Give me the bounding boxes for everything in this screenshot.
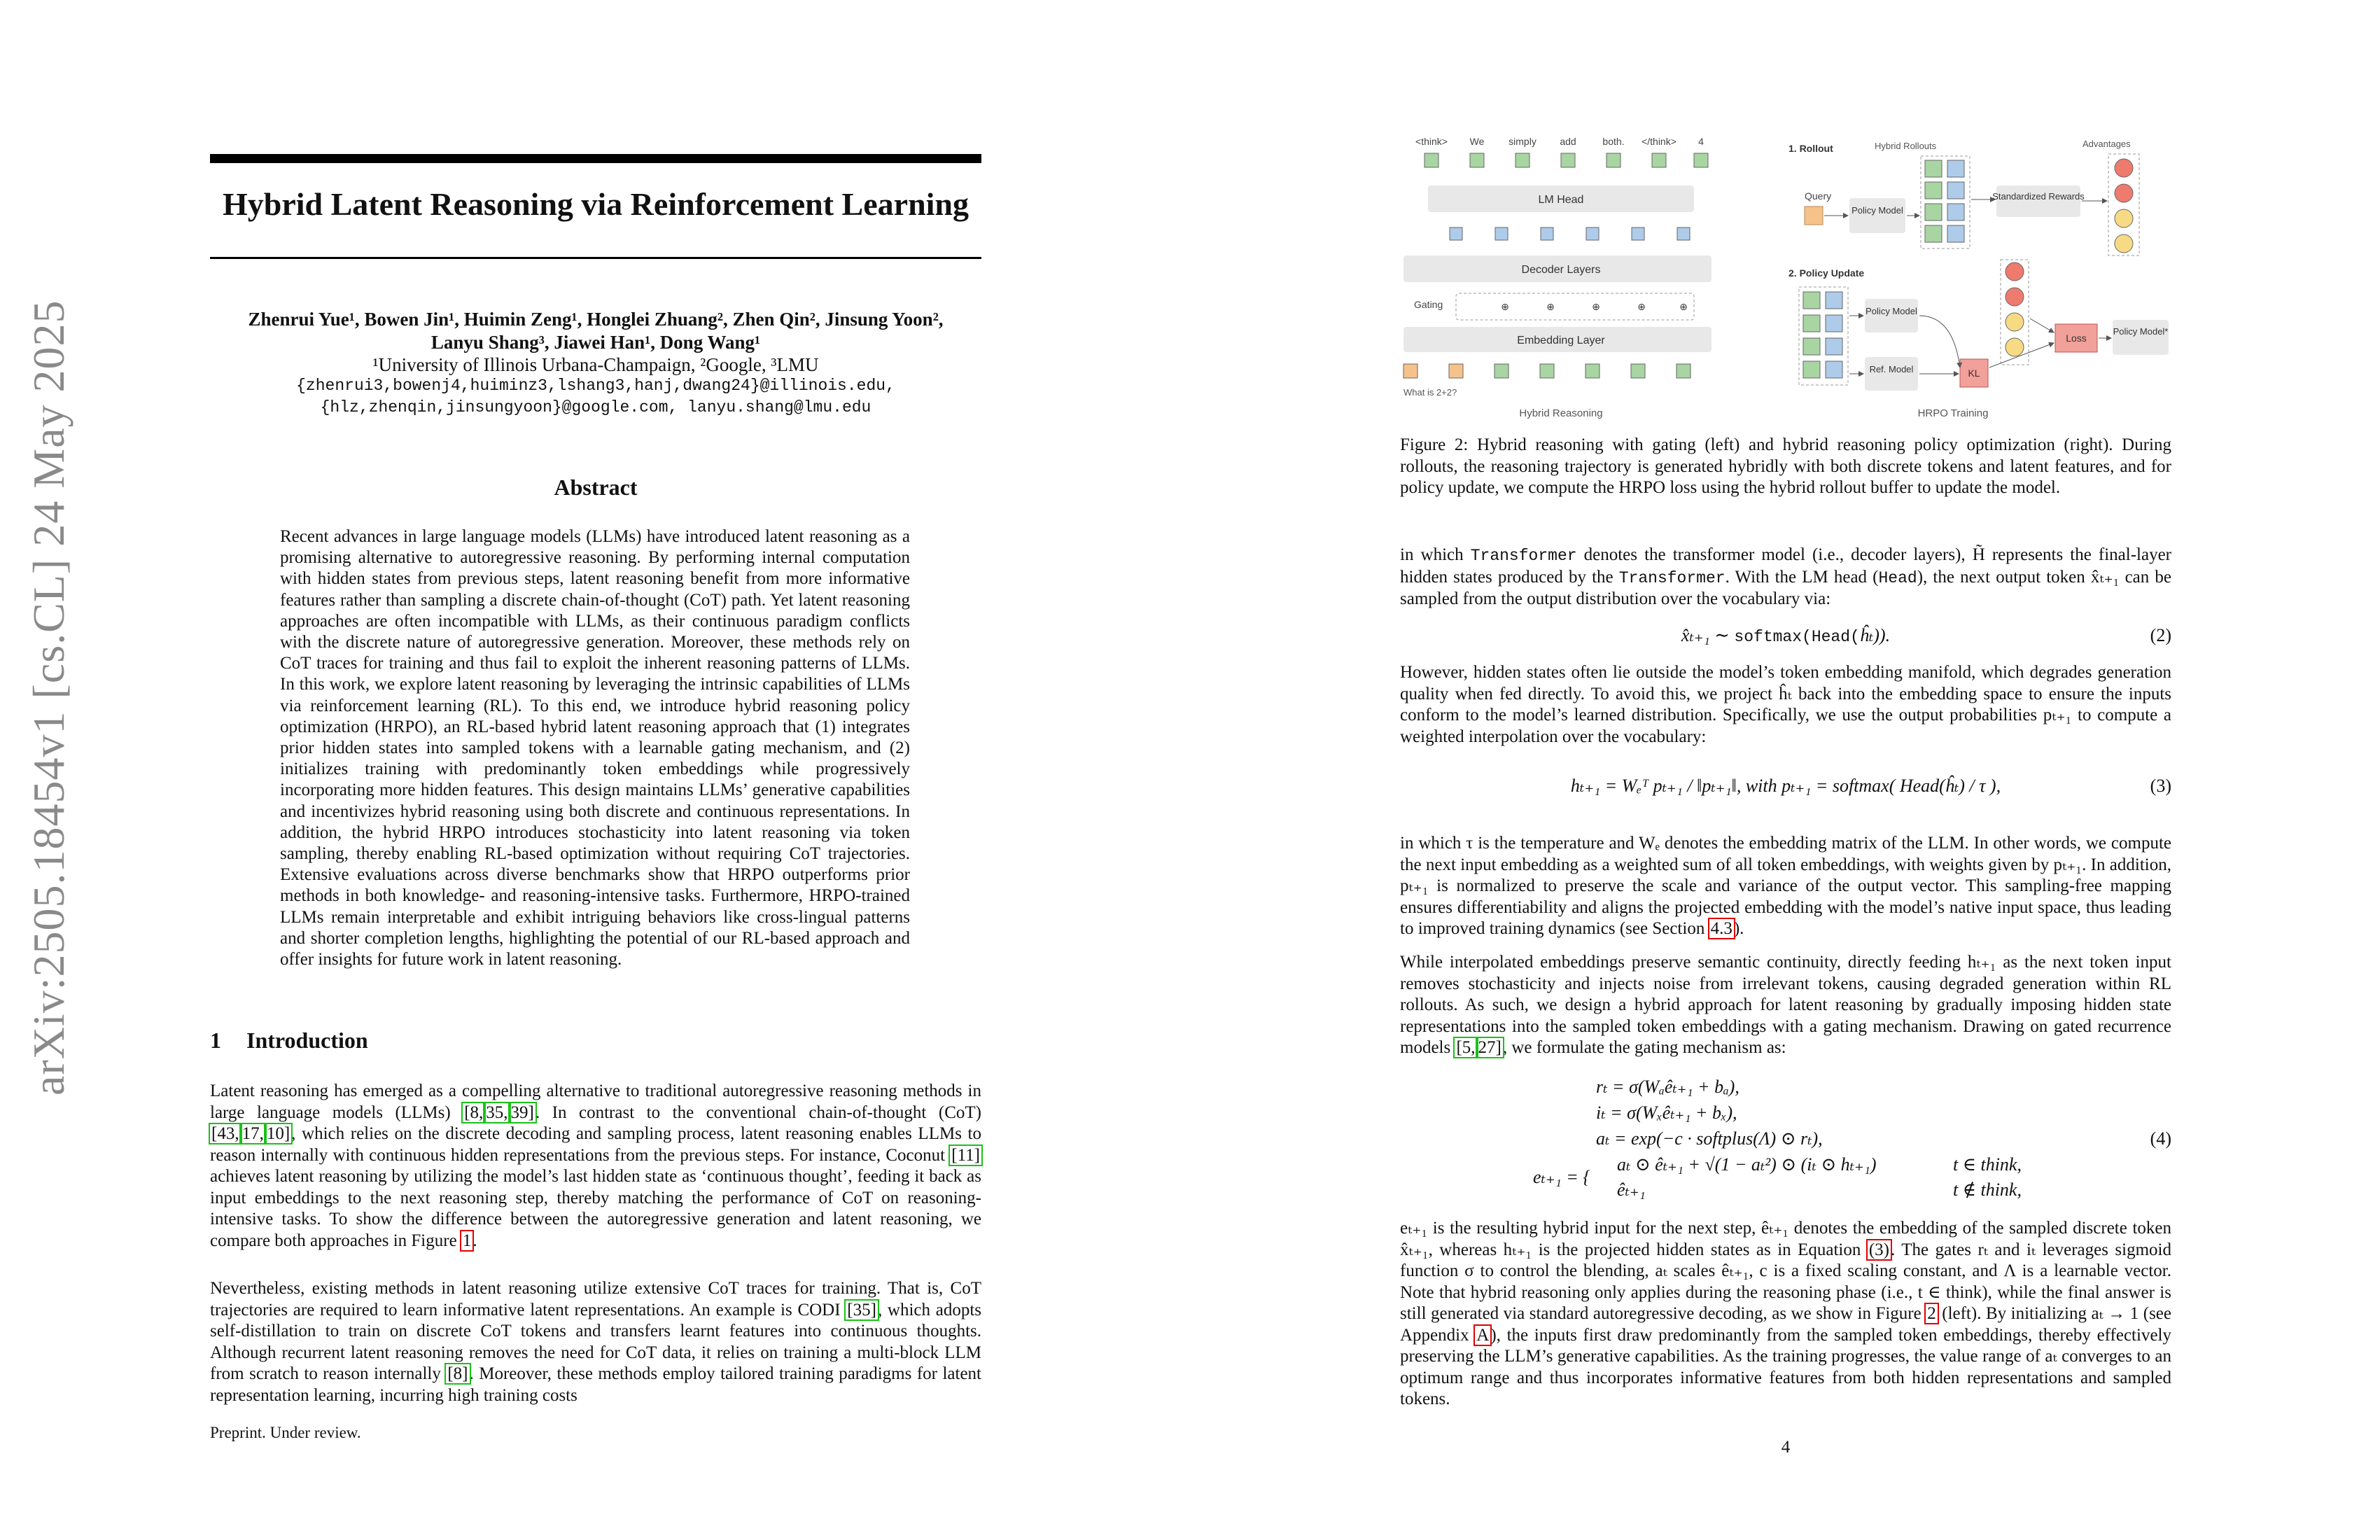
citation-link[interactable]: 17, [241, 1124, 264, 1143]
equation-2 [1400, 625, 2171, 653]
citation-link[interactable]: [8, [464, 1102, 484, 1122]
citation-link[interactable]: 10] [266, 1124, 290, 1143]
eq-lhs: x̂ₜ₊₁ ∼ [1681, 625, 1735, 645]
text-run: ), the inputs first draw predominantly from the sampled token embeddings, thereby effectively preserving the LLM’s generative capabilities. As the training progresses, the value range of aₜ converges to an optimum range and thus incorporates informative features from both hidden representations and sampled tokens. [1400, 1325, 2171, 1408]
text-run: , which adopts self-distillation to train on discrete CoT tokens and transfers learnt features into continuous thoughts. Although recurrent latent reasoning removes the need for CoT data, it relies on training a multi-block LLM from scratch to reason internally [210, 1300, 981, 1383]
paragraph-gates [1400, 1218, 2171, 1410]
page-number: 4 [1781, 1438, 1791, 1457]
text-run: denotes the transformer model (i.e., decoder layers), H̃ represents the final-layer hidden states produced by the [1400, 545, 2171, 587]
title-rule-top [210, 154, 981, 163]
rollout-token-square [1925, 160, 1942, 177]
rollout-token-square [1925, 225, 1942, 242]
output-token-square [1561, 153, 1575, 167]
rollout-latent-square [1947, 182, 1964, 199]
output-token-label: simply [1508, 136, 1536, 147]
text-run: . [472, 1231, 477, 1250]
output-token-label: both. [1602, 136, 1625, 147]
lm-head-label: LM Head [1538, 194, 1584, 206]
text-run: . In contrast to the conventional chain-of-thought (CoT) [535, 1102, 981, 1122]
text-run: (left). By initializing aₜ → 1 (see Appendix [1400, 1304, 2171, 1345]
arrow [1919, 316, 1960, 368]
citation-link[interactable]: [35] [847, 1300, 876, 1320]
author-list [210, 308, 981, 354]
output-token-square [1470, 153, 1484, 167]
output-token-label: add [1560, 136, 1576, 147]
eq4-cond-1: t ∈ think, [1953, 1154, 2022, 1175]
output-token-label: We [1469, 136, 1485, 147]
eq-fn: softmax(Head( [1734, 628, 1860, 646]
eq4-cond-2: t ∉ think, [1953, 1180, 2022, 1200]
paragraph-temperature [1400, 833, 2171, 940]
equation-number: (3) [2150, 776, 2171, 796]
eq4-line-e [1533, 1152, 2023, 1203]
text-run: ). [1733, 919, 1744, 938]
updated-policy-box [2113, 320, 2169, 355]
intro-paragraph-1 [210, 1081, 981, 1252]
figure-2 [1400, 136, 2171, 424]
text-run: , which relies on the discrete decoding and sampling process, latent reasoning enables LLMs to reason internally with continuous hidden representations from the previous steps. For instance, Coconut [210, 1124, 981, 1165]
hybrid-reasoning-label: Hybrid Reasoning [1519, 407, 1603, 419]
email-line-2: {hlz,zhenqin,jinsungyoon}@google.com, lanyu.shang@lmu.edu [320, 398, 872, 416]
update-token-square [1803, 338, 1820, 355]
gate-symbol: ⊕ [1546, 301, 1555, 312]
eq4-line-i: iₜ = σ(Wₓêₜ₊₁ + bₓ), [1596, 1102, 1737, 1123]
paragraph-interpolated [1400, 952, 2171, 1059]
update-latent-square [1826, 361, 1842, 378]
loss-label: Loss [2066, 332, 2087, 344]
output-token-square [1424, 153, 1438, 167]
text-run: in which [1400, 545, 1471, 564]
hidden-state-square [1586, 227, 1599, 240]
text-run: ), the next output token x̂ₜ₊₁ can be sampled from the output distribution over the vocabulary via: [1400, 567, 2171, 608]
paragraph-hidden-states: However, hidden states often lie outside the model’s token embedding manifold, which degrades generation quality when fed directly. To avoid this, we project ĥₜ back into the embedding space to ensure the inputs conform to the model’s learned distribution. Specifically, we use the output probabilities pₜ₊₁ to compute a weighted interpolation over the vocabulary: [1400, 663, 2171, 746]
gating-box [1456, 293, 1694, 320]
text-run: . With the LM head ( [1725, 567, 1879, 587]
rollout-latent-square [1947, 204, 1964, 220]
output-token-label: <think> [1415, 136, 1448, 147]
code-term: Transformer [1618, 568, 1726, 587]
embedding-layer-label: Embedding Layer [1517, 335, 1605, 346]
paragraph-transformer [1400, 545, 2171, 610]
rollout-heading: 1. Rollout [1788, 143, 1833, 154]
standardized-rewards-label: Standardized Rewards [1992, 191, 2085, 202]
appendix-link[interactable]: A [1476, 1325, 1490, 1345]
advantage-circle [2005, 338, 2024, 356]
citation-link[interactable]: 35, [486, 1102, 508, 1122]
equation-4 [1400, 1074, 2171, 1200]
citation-link[interactable]: [8] [447, 1364, 468, 1383]
gate-symbol: ⊕ [1592, 301, 1600, 312]
eq-rhs: ĥₜ)). [1859, 625, 1891, 645]
equation-number: (2) [2150, 625, 2171, 645]
abstract-body: Recent advances in large language models (LLMs) have introduced latent reasoning as a promising alternative to autoregressive reasoning. By performing internal computation with hidden states from previous steps, latent reasoning benefit from more informative features rather than sampling a discrete chain-of-thought (CoT) path. Yet latent reasoning approaches are often incompatible with LLMs, as their continuous paradigm conflicts with the discrete nature of autoregressive generation. Moreover, these methods rely on CoT traces for training and thus fail to exploit the inherent reasoning patterns of LLMs. In this work, we explore latent reasoning by leveraging the intrinsic capabilities of LLMs via reinforcement learning (RL). To this end, we introduce hybrid reasoning policy optimization (HRPO), an RL-based hybrid latent reasoning approach that (1) integrates prior hidden states into sampled tokens with a learnable gating mechanism, and (2) initializes training with predominantly token embeddings while progressively incorporating more hidden features. This design maintains LLMs’ generative capabilities and incentivizes hybrid reasoning using both discrete and continuous representations. In addition, the hybrid HRPO introduces stochasticity into latent reasoning via token sampling, thereby enabling RL-based optimization without requiring CoT trajectories. Extensive evaluations across diverse benchmarks show that HRPO outperforms prior methods in both knowledge- and reasoning-intensive tasks. Furthermore, HRPO-trained LLMs remain interpretable and exhibit intriguing behaviors like cross-lingual patterns and shorter completion lengths, highlighting the potential of our RL-based approach and offer insights for future work in latent reasoning. [280, 527, 910, 969]
text-run: in which τ is the temperature and Wₑ denotes the embedding matrix of the LLM. In other words, we compute the next input embedding as a weighted sum of all token embeddings, with weights given by pₜ₊₁. In addition, pₜ₊₁ is normalized to preserve the scale and variance of the output vector. This sampling-free mapping ensures differentiability and aligns the projected embedding with the model’s native input space, thus leading to improved training dynamics (see Section [1400, 834, 2171, 938]
text-run: . Moreover, these methods employ tailored training paradigms for latent representation learning, incurring high training costs [210, 1364, 981, 1405]
advantage-circle [2115, 209, 2133, 227]
advantage-circle [2005, 262, 2024, 281]
update-latent-square [1826, 292, 1842, 309]
eq4-case-2: êₜ₊₁ [1617, 1180, 1646, 1200]
input-token-square [1676, 364, 1690, 378]
hidden-state-square [1677, 227, 1690, 240]
policy-update-heading: 2. Policy Update [1788, 267, 1865, 279]
update-latent-square [1826, 315, 1842, 332]
eq4-case-1: aₜ ⊙ êₜ₊₁ + √(1 − aₜ²) ⊙ (iₜ ⊙ hₜ₊₁) [1617, 1154, 1877, 1175]
paper-title: Hybrid Latent Reasoning via Reinforcement Learning [222, 186, 969, 222]
updated-policy-label: Policy Model* [2113, 326, 2169, 337]
output-token-square [1606, 153, 1620, 167]
text-run: Nevertheless, existing methods in latent reasoning utilize extensive CoT traces for training. That is, CoT trajectories are required to learn informative latent representations. An example is CODI [210, 1279, 981, 1320]
code-term: Transformer [1470, 547, 1577, 565]
arrow [2030, 318, 2054, 332]
input-token-square [1494, 364, 1508, 378]
citation-link[interactable]: 39] [510, 1102, 534, 1122]
figure-caption: Figure 2: Hybrid reasoning with gating (left) and hybrid reasoning policy optimization (right). During rollouts, the reasoning trajectory is generated hybridly with both discrete tokens and latent features, and for policy update, we compute the HRPO loss using the hybrid rollout buffer to update the model. [1400, 435, 2171, 497]
section-title: Introduction [246, 1028, 368, 1053]
section-number: 1 [210, 1028, 221, 1053]
input-token-square [1586, 364, 1600, 378]
update-latent-square [1826, 338, 1842, 355]
advantage-circle [2115, 159, 2133, 177]
policy-model-label: Policy Model [1851, 205, 1903, 216]
citation-link[interactable]: [5, [1456, 1038, 1476, 1057]
intro-paragraph-2 [210, 1278, 981, 1406]
author-line-1: Zhenrui Yue¹, Bowen Jin¹, Huimin Zeng¹, Honglei Zhuang², Zhen Qin², Jinsung Yoon², [248, 309, 944, 330]
author-line-2: Lanyu Shang³, Jiawei Han¹, Dong Wang¹ [430, 332, 761, 353]
hidden-state-square [1541, 227, 1553, 240]
input-token-square [1404, 364, 1418, 378]
eq4-lhs: eₜ₊₁ = { [1533, 1167, 1590, 1187]
update-token-square [1803, 292, 1820, 309]
advantages-label: Advantages [2082, 139, 2131, 149]
figure-link[interactable]: 2 [1927, 1304, 1936, 1323]
text-run: , we formulate the gating mechanism as: [1502, 1038, 1786, 1057]
arxiv-identifier: arXiv:2505.18454v1 [cs.CL] 24 May 2025 [24, 300, 74, 1096]
advantage-circle [2115, 234, 2133, 253]
eq4-line-a: aₜ = exp(−c · softplus(Λ) ⊙ rₜ), [1596, 1128, 1823, 1149]
citation-link[interactable]: [43, [211, 1124, 239, 1143]
abstract-heading: Abstract [554, 475, 638, 500]
section-heading-introduction [210, 1028, 368, 1054]
eq4-line-r: rₜ = σ(Wₐêₜ₊₁ + bₐ), [1596, 1077, 1740, 1097]
output-token-square [1694, 153, 1708, 167]
gate-symbol: ⊕ [1637, 301, 1646, 312]
text-run: While interpolated embeddings preserve semantic continuity, directly feeding hₜ₊₁ as the next token input removes stochasticity and injects noise from irrelevant tokens, causing degraded generation within RL rollouts. As such, we design a hybrid approach for latent reasoning by gradually imposing hidden state representations into the sampled token embeddings with a gating mechanism. Drawing on gated recurrence models [1400, 953, 2171, 1057]
rollout-token-square [1925, 204, 1942, 220]
input-token-square [1540, 364, 1554, 378]
citation-link[interactable]: 27] [1478, 1038, 1502, 1057]
rollout-latent-square [1947, 225, 1964, 242]
text-run: Latent reasoning has emerged as a compelling alternative to traditional autoregressive reasoning methods in large language models (LLMs) [210, 1082, 981, 1122]
decoder-layers-label: Decoder Layers [1521, 264, 1601, 276]
author-emails [210, 375, 981, 419]
equation-link[interactable]: (3) [1868, 1240, 1889, 1259]
input-token-square [1449, 364, 1463, 378]
figure-link[interactable]: 1 [462, 1231, 472, 1250]
email-line-1: {zhenrui3,bowenj4,huiminz3,lshang3,hanj,dwang24}@illinois.edu, [296, 377, 895, 395]
query-example: What is 2+2? [1404, 387, 1457, 398]
policy-model-box [1849, 198, 1905, 233]
advantage-circle [2005, 313, 2024, 331]
hybrid-rollouts-label: Hybrid Rollouts [1875, 141, 1937, 151]
advantage-circle [2005, 288, 2024, 306]
eq-body: hₜ₊₁ = Wₑᵀ pₜ₊₁ / ‖pₜ₊₁‖, with pₜ₊₁ = softmax( Head(ĥₜ) / τ ), [1570, 776, 2001, 796]
equation-3 [1400, 776, 2171, 818]
hidden-state-square [1495, 227, 1508, 240]
title-rule-bottom [210, 257, 981, 259]
hrpo-training-label: HRPO Training [1917, 407, 1989, 419]
gating-label: Gating [1414, 299, 1443, 310]
kl-label: KL [1968, 368, 1980, 379]
rollout-latent-square [1947, 160, 1964, 177]
section-link[interactable]: 4.3 [1710, 919, 1732, 938]
equation-number: (4) [2150, 1128, 2171, 1149]
advantage-circle [2115, 184, 2133, 202]
policy-model-label-2: Policy Model [1865, 306, 1917, 316]
text-run: eₜ₊₁ is the resulting hybrid input for the next step, êₜ₊₁ denotes the embedding of the sampled discrete token x̂ₜ₊₁, whereas hₜ₊₁ is the projected hidden states as in Equation [1400, 1219, 2171, 1259]
hidden-state-square [1450, 227, 1462, 240]
ref-model-label: Ref. Model [1869, 364, 1914, 374]
rollout-token-square [1925, 182, 1942, 199]
hidden-state-square [1632, 227, 1644, 240]
output-token-square [1516, 153, 1530, 167]
update-token-square [1803, 315, 1820, 332]
affiliations: ¹University of Illinois Urbana-Champaign, ²Google, ³LMU [372, 354, 819, 375]
gate-symbol: ⊕ [1501, 301, 1509, 312]
gate-symbol: ⊕ [1679, 301, 1688, 312]
code-term: Head [1878, 568, 1917, 587]
input-token-square [1631, 364, 1645, 378]
text-run: achieves latent reasoning by utilizing the model’s last hidden state as ‘continuous thought’, feeding it back as input embeddings to the next reasoning step, thereby matching the performance of CoT on reasoning-intensive tasks. To show the difference between the autoregressive generation and latent reasoning, we compare both approaches in Figure [210, 1167, 981, 1250]
query-square [1805, 206, 1823, 225]
query-label: Query [1805, 190, 1832, 202]
citation-link[interactable]: [11] [951, 1145, 980, 1165]
update-token-square [1803, 361, 1820, 378]
output-token-label: 4 [1698, 136, 1704, 147]
output-token-square [1652, 153, 1666, 167]
preprint-footnote: Preprint. Under review. [210, 1424, 361, 1441]
output-token-label: </think> [1642, 136, 1676, 147]
hrpo-diagram [1400, 136, 2171, 424]
text-run: . The gates rₜ and iₜ leverages sigmoid function σ to control the blending, aₜ scales êₜ₊₁, c is a fixed scaling constant, and Λ is a learnable vector. Note that hybrid reasoning only applies during the reasoning phase (i.e., t ∈ think), while the final answer is still generated via standard autoregressive decoding, as we show in Figure [1400, 1240, 2171, 1323]
